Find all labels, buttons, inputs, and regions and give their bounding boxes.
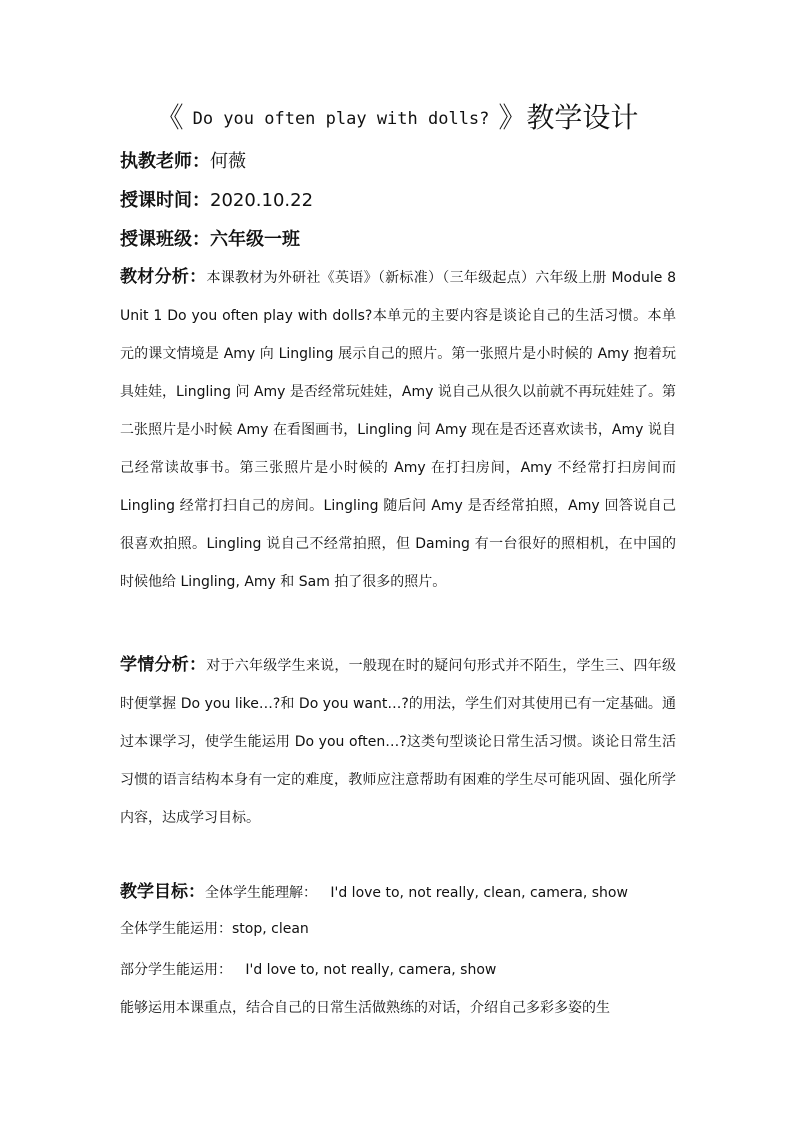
class-label: 授课班级：	[120, 229, 210, 250]
goals-use-all-line	[120, 917, 676, 941]
goals-understand-label: 全体学生能理解：	[205, 885, 317, 901]
date-line	[120, 188, 313, 214]
teacher-name: 何薇	[210, 151, 246, 172]
goals-ability-line	[120, 996, 676, 1020]
students-text: 对于六年级学生来说，一般现在时的疑问句形式并不陌生，学生三、四年级时便掌握 Do you like…?和 Do you want…?的用法，学生们对其使用已有一定基础。通过本课学习，使学生能运用 Do you often…?这类句型谈论日常生活习惯。谈论日常生活习惯的语言结构本身有一定的难度，教师应注意帮助有困难的学生尽可能巩固、强化所学内容，达成学习目标。	[120, 658, 677, 826]
teacher-line	[120, 149, 246, 175]
material-text: 本课教材为外研社《英语》（新标准）（三年级起点）六年级上册 Module 8 Unit 1 Do you often play with dolls?本单元的主要内容是谈论自己的生活习惯。本单元的课文情境是 Amy 向 Lingling 展示自己的照片。第一张照片是小时候的 Amy 抱着玩具娃娃，Lingling 问 Amy 是否经常玩娃娃，Amy 说自己从很久以前就不再玩娃娃了。第二张照片是小时候 Amy 在看图画书，Lingling 问 Amy 现在是否还喜欢读书，Amy 说自己经常读故事书。第三张照片是小时候的 Amy 在打扫房间，Amy 不经常打扫房间而 Lingling 经常打扫自己的房间。Lingling 随后问 Amy 是否经常拍照，Amy 回答说自己很喜欢拍照。Lingling 说自己不经常拍照，但 Daming 有一台很好的照相机，在中国的时候他给 Lingling, Amy 和 Sam 拍了很多的照片。	[120, 270, 677, 590]
class-value: 六年级一班	[210, 229, 300, 250]
goals-use-all-label: 全体学生能运用：	[120, 921, 232, 937]
material-label: 教材分析：	[120, 267, 207, 287]
goals-understand-line	[120, 880, 676, 905]
date-label: 授课时间：	[120, 190, 210, 211]
goals-use-some-label: 部分学生能运用：	[120, 962, 232, 978]
title-english: Do you often play with dolls?	[192, 109, 490, 129]
goals-use-some-line	[120, 958, 676, 982]
class-line	[120, 227, 300, 253]
students-label: 学情分析：	[120, 655, 207, 675]
student-analysis	[120, 646, 676, 837]
material-analysis	[120, 258, 676, 601]
teacher-label: 执教老师：	[120, 151, 210, 172]
goals-use-all-items: stop, clean	[232, 921, 309, 937]
goals-use-some-items: I'd love to, not really, camera, show	[245, 962, 497, 978]
title-open-bracket: 《	[155, 101, 184, 134]
date-value: 2020.10.22	[210, 190, 314, 211]
goals-label: 教学目标：	[120, 882, 205, 902]
document-title	[0, 98, 794, 139]
goals-ability-text: 能够运用本课重点，结合自己的日常生活做熟练的对话，介绍自己多彩多姿的生	[120, 1000, 610, 1016]
title-suffix: 》教学设计	[498, 101, 639, 134]
goals-understand-items: I'd love to, not really, clean, camera, show	[330, 885, 628, 901]
